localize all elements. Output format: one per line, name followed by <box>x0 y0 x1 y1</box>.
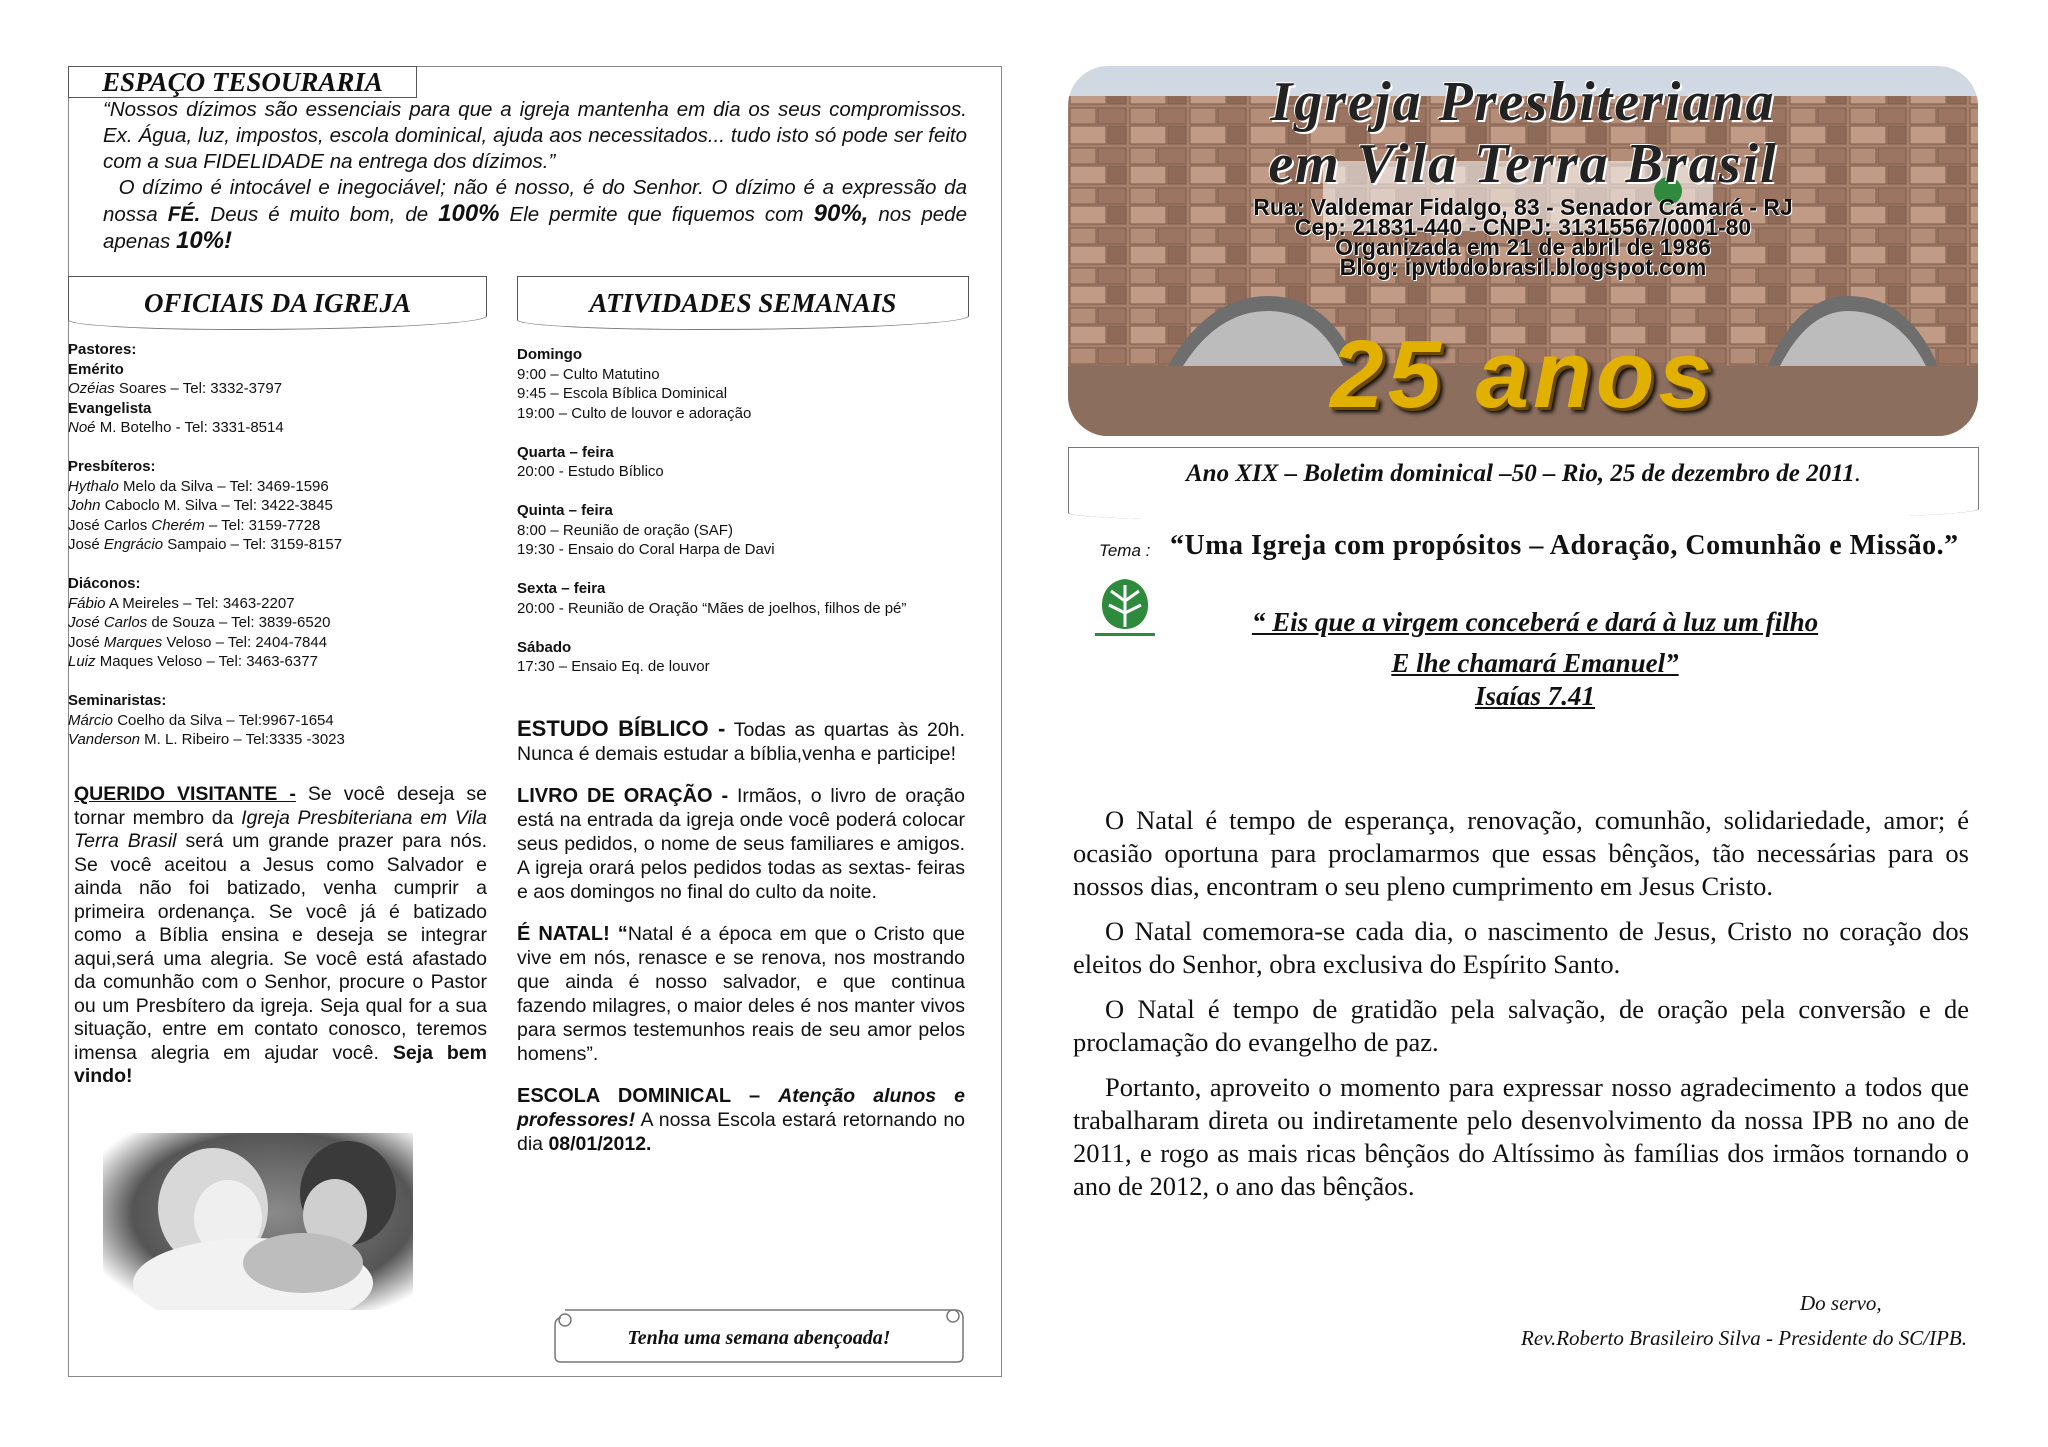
officer-row: José Carlos de Souza – Tel: 3839-6520 <box>68 614 331 631</box>
estudo-biblico-note: ESTUDO BÍBLICO - Todas as quartas às 20h. Nunca é demais estudar a bíblia,venha e participe! <box>517 716 965 765</box>
officer-row: José Marques Veloso – Tel: 2404-7844 <box>68 633 328 651</box>
treasury-heading: ESPAÇO TESOURARIA <box>68 66 417 98</box>
children-hugging-photo <box>103 1133 413 1310</box>
banner-cep-cnpj: Cep: 21831-440 - CNPJ: 31315567/0001-80 <box>1294 214 1752 240</box>
message-paragraph: O Natal é tempo de esperança, renovação, comunhão, solidariedade, amor; é ocasião oportuna para proclamarmos que essas bênçãos, tão necessárias para os nossos dias, encontram o seu pleno cumprimento em Jesus Cristo. <box>1073 805 1969 901</box>
theme-text: “Uma Igreja com propósitos – Adoração, Comunhão e Missão.” <box>1170 530 1959 561</box>
verse-line-1: “ Eis que a virgem conceberá e dará à luz um filho <box>1251 607 1819 637</box>
escola-dominical-note: ESCOLA DOMINICAL – Atenção alunos e professores! A nossa Escola estará retornando no dia 08/01/2012. <box>517 1085 966 1155</box>
visitor-notice: QUERIDO VISITANTE - Se você deseja se tornar membro da Igreja Presbiteriana em Vila Terra Brasil será um grande prazer para nós. Se você aceitou a Jesus como Salvador e ainda não foi batizado, venha cumprir a primeira ordenança. Se você já é batizado como a Bíblia ensina e deseja se integrar aqui,será uma alegria. Se você está afastado da comunhão com o Senhor, procure o Pastor ou um Presbítero da igreja. Seja qual for a sua situação, entre em contato conosco, teremos imensa alegria em ajudar você. Seja bem vindo! <box>74 783 488 1087</box>
natal-note: É NATAL! “Natal é a época em que o Cristo que vive em nós, renasce e se renova, nos mostrando que ainda é nosso salvador, e que continua fazendo milagres, o maior deles é nos manter vivos para sermos testemunhos reais de seu amor pelos homens”. <box>517 923 965 1065</box>
signature-salutation: Do servo, <box>1800 1291 1882 1315</box>
banner-founded: Organizada em 21 de abril de 1986 <box>1335 234 1711 260</box>
officer-row: Márcio Coelho da Silva – Tel:9967-1654 <box>68 711 334 729</box>
anniversary-text: 25 anos <box>1330 321 1716 428</box>
left-panel-notes <box>517 717 965 1174</box>
officer-row: Luiz Maques Veloso – Tel: 3463-6377 <box>68 653 318 670</box>
officers-list: Pastores: Emérito Ozéias Soares – Tel: 3332-3797 Evangelista Noé M. Botelho - Tel: 3331-8514 Presbíteros: Hythalo Melo da Silva – Tel: 3469-1596 John Caboclo M. Silva – Tel: 3422-3845 José Carlos Cherém – Tel: 3159-7728 José Engrácio Sampaio – Tel: 3159-8157 Diáconos: Fábio A Meireles – Tel: 3463-2207 José Carlos de Souza – Tel: 3839-6520 José Marques Veloso – Tel: 2404-7844 Luiz Maques Veloso – Tel: 3463-6377 Seminaristas: Márcio Coelho da Silva – Tel:9967-1654 Vanderson M. L. Ribeiro – Tel:3335 -3023 <box>68 340 488 769</box>
verse-reference: Isaías 7.41 <box>1474 681 1596 711</box>
verse-line-2: E lhe chamará Emanuel” <box>1391 648 1679 678</box>
officer-row: José Engrácio Sampaio – Tel: 3159-8157 <box>68 536 343 553</box>
officer-row: Ozéias Soares – Tel: 3332-3797 <box>68 380 283 397</box>
officer-row: Vanderson M. L. Ribeiro – Tel:3335 -3023 <box>68 731 345 748</box>
banner-blog: Blog: ipvtbdobrasil.blogspot.com <box>1339 254 1707 280</box>
activities-list: Domingo 9:00 – Culto Matutino 9:45 – Escola Bíblica Dominical 19:00 – Culto de louvor e adoração Quarta – feira 20:00 - Estudo Bíblico Quinta – feira 8:00 – Reunião de oração (SAF) 19:30 - Ensaio do Coral Harpa de Davi Sexta – feira 20:00 - Reunião de Oração “Mães de joelhos, filhos de pé” Sábado 17:30 – Ensaio Eq. de louvor <box>517 346 907 675</box>
officer-row: Hythalo Melo da Silva – Tel: 3469-1596 <box>68 477 329 495</box>
activities-heading: ATIVIDADES SEMANAIS <box>517 276 969 330</box>
message-paragraph: Portanto, aproveito o momento para expressar nosso agradecimento a todos que trabalharam direta ou indiretamente pelo desenvolvimento da nossa IPB no ano de 2011, e rogo as mais ricas bênçãos do Altíssimo às famílias dos irmãos tornando o ano de 2012, o ano das bênçãos. <box>1073 1072 1969 1201</box>
banner-address: Rua: Valdemar Fidalgo, 83 - Senador Camará - RJ <box>1253 194 1793 220</box>
banner-title-line-2: em Vila Terra Brasil <box>1268 133 1778 195</box>
treasury-paragraph-1: “Nossos dízimos são essenciais para que a igreja mantenha em dia os seus compromissos. Ex. Água, luz, impostos, escola dominical, ajuda aos necessitados... tudo isto só pode ser feito com a sua FIDELIDADE na entrega dos dízimos.” <box>103 98 967 173</box>
officer-row: Fábio A Meireles – Tel: 3463-2207 <box>68 594 295 612</box>
livro-oracao-note: LIVRO DE ORAÇÃO - Irmãos, o livro de oração está na entrada da igreja onde você poderá colocar seus pedidos, o nome de seus familiares e amigos. A igreja orará pelos pedidos todas as sextas- feiras e aos domingos no final do culto da noite. <box>517 785 965 903</box>
officer-row: John Caboclo M. Silva – Tel: 3422-3845 <box>68 497 333 514</box>
theme-label: Tema : <box>1099 541 1151 560</box>
signature-name: Rev.Roberto Brasileiro Silva - Presidente do SC/IPB. <box>1521 1326 1967 1350</box>
scroll-text: Tenha uma semana abençoada! <box>627 1327 891 1349</box>
officers-heading: OFICIAIS DA IGREJA <box>68 276 487 330</box>
banner-title-line-1: Igreja Presbiteriana <box>1270 71 1776 133</box>
christmas-message <box>1073 804 1969 1215</box>
message-paragraph: O Natal comemora-se cada dia, o nascimento de Jesus, Cristo no coração dos eleitos do Senhor, obra exclusiva do Espírito Santo. <box>1073 916 1969 979</box>
officer-row: Noé M. Botelho - Tel: 3331-8514 <box>68 419 284 436</box>
treasury-text: “Nossos dízimos são essenciais para que a igreja mantenha em dia os seus compromissos. Ex. Água, luz, impostos, escola dominical, ajuda aos necessitados... tudo isto só pode ser feito com a sua FIDELIDADE na entrega dos dízimos.” O dízimo é intocável e inegociável; não é nosso, é do Senhor. O dízimo é a expressão da nossa FÉ. Deus é muito bom, de 100% Ele permite que fiquemos com 90%, nos pede apenas 10%! <box>103 98 967 254</box>
officer-row: José Carlos Cherém – Tel: 3159-7728 <box>68 516 321 534</box>
bulletin-info: Ano XIX – Boletim dominical –50 – Rio, 25 de dezembro de 2011. <box>1185 460 1862 487</box>
message-paragraph: O Natal é tempo de gratidão pela salvação, de oração pela conversão e de proclamação do evangelho de paz. <box>1073 994 1969 1057</box>
